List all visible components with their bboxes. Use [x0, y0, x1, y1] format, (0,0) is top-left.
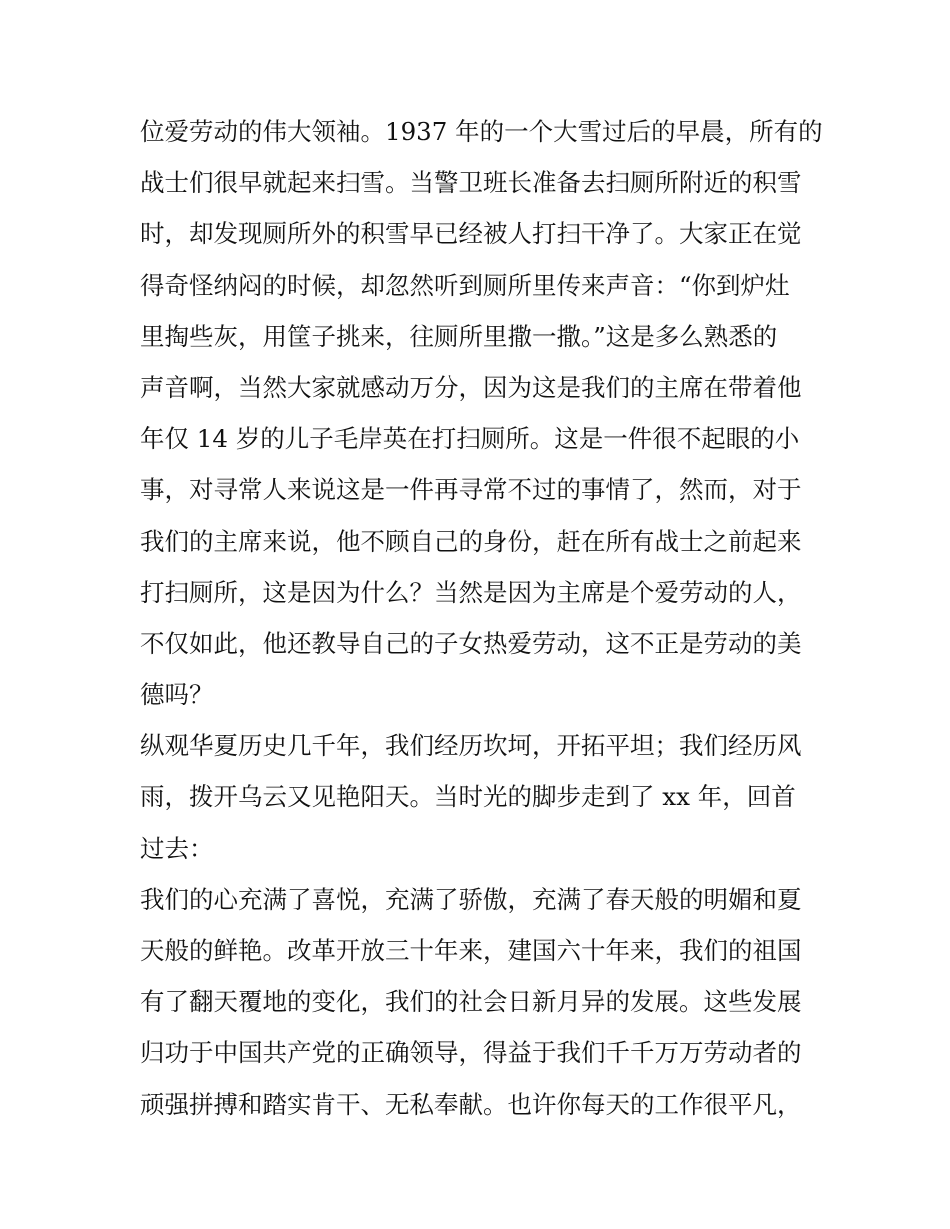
text-line: 得奇怪纳闷的时候，却忽然听到厕所里传来声音：“你到炉灶 — [140, 270, 790, 300]
text-line: 过去： — [140, 833, 214, 863]
text-line: 纵观华夏历史几千年，我们经历坎坷，开拓平坦；我们经历风 — [140, 731, 802, 761]
text-line: 不仅如此，他还教导自己的子女热爱劳动，这不正是劳动的美 — [140, 628, 802, 658]
text-line: 顽强拼搏和踏实肯干、无私奉献。也许你每天的工作很平凡， — [140, 1089, 802, 1119]
text-line: 时，却发现厕所外的积雪早已经被人打扫干净了。大家正在觉 — [140, 219, 802, 249]
text-line: 位爱劳动的伟大领袖。1937 年的一个大雪过后的早晨，所有的 — [140, 117, 823, 146]
text-line: 德吗？ — [140, 680, 214, 710]
text-line: 我们的心充满了喜悦，充满了骄傲，充满了春天般的明媚和夏 — [140, 884, 802, 914]
text-line: 声音啊，当然大家就感动万分，因为这是我们的主席在带着他 — [140, 372, 802, 402]
text-line: 有了翻天覆地的变化，我们的社会日新月异的发展。这些发展 — [140, 987, 802, 1017]
text-line: 归功于中国共产党的正确领导，得益于我们千千万万劳动者的 — [140, 1038, 802, 1068]
text-line: 年仅 14 岁的儿子毛岸英在打扫厕所。这是一件很不起眼的小 — [140, 424, 800, 454]
text-line: 战士们很早就起来扫雪。当警卫班长准备去扫厕所附近的积雪 — [140, 168, 802, 198]
text-line: 雨，拨开乌云又见艳阳天。当时光的脚步走到了 xx 年，回首 — [140, 782, 796, 812]
document-body — [140, 106, 823, 1130]
text-line: 里掏些灰，用筐子挑来，往厕所里撒一撒。”这是多么熟悉的 — [140, 321, 778, 351]
text-line: 我们的主席来说，他不顾自己的身份，赶在所有战士之前起来 — [140, 526, 802, 556]
text-line: 打扫厕所，这是因为什么？当然是因为主席是个爱劳动的人， — [140, 577, 802, 607]
text-line: 事，对寻常人来说这是一件再寻常不过的事情了，然而，对于 — [140, 475, 802, 505]
text-line: 天般的鲜艳。改革开放三十年来，建国六十年来，我们的祖国 — [140, 936, 802, 965]
